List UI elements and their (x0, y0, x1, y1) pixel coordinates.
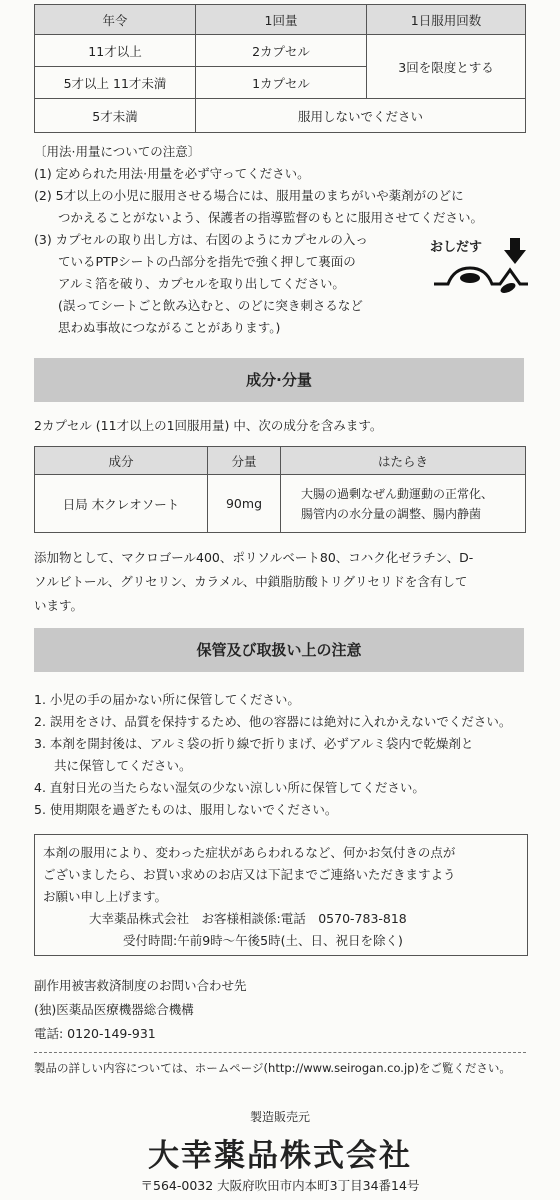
ingredient-action (281, 475, 526, 533)
additives-line: 添加物として、マクロゴール400、ポリソルベート80、コハク化ゼラチン、D- (34, 550, 474, 565)
contact-line: お願い申し上げます。 (43, 889, 168, 904)
ptp-figure-label: おしだす (430, 240, 483, 255)
header-dose: 1回量 (196, 5, 367, 35)
manufacturer-address: 〒564-0032 大阪府吹田市内本町3丁目34番14号 (140, 1178, 420, 1193)
storage-line: 2. 誤用をさけ、品質を保持するため、他の容器には絶対に入れかえないでください。 (34, 714, 512, 729)
header-action: はたらき (281, 447, 526, 475)
header-amount: 分量 (208, 447, 281, 475)
contact-line: ございましたら、お買い求めのお店又は下記までご連絡いただきますよう (43, 867, 456, 882)
usage-note-line: 思わぬ事故につながることがあります。) (58, 320, 281, 335)
usage-note-line: ているPTPシートの凸部分を指先で強く押して裏面の (58, 254, 356, 269)
age-cell: 11才以上 (35, 35, 196, 67)
storage-line: 共に保管してください。 (54, 758, 192, 773)
contact-box (34, 834, 528, 956)
relief-line: (独)医薬品医療機器総合機構 (34, 1002, 194, 1017)
usage-note-line: (3) カプセルの取り出し方は、右図のようにカプセルの入っ (34, 232, 368, 247)
dose-cell: 1カプセル (196, 67, 367, 99)
contact-line: 本剤の服用により、変わった症状があらわれるなど、何かお気付きの点が (43, 845, 456, 860)
down-arrow-icon (504, 238, 526, 264)
daily-limit-cell: 3回を限度とする (367, 35, 526, 99)
under5-note: 服用しないでください (196, 99, 526, 133)
usage-note-line: (1) 定められた用法·用量を必ず守ってください。 (34, 166, 310, 181)
usage-notes-heading: 〔用法·用量についての注意〕 (34, 144, 201, 159)
storage-banner: 保管及び取扱い上の注意 (34, 628, 524, 672)
storage-line: 5. 使用期限を過ぎたものは、服用しないでください。 (34, 802, 338, 817)
manufacturer-label: 製造販売元 (249, 1110, 310, 1124)
company-contact-line: 大幸薬品株式会社 お客様相談係:電話 0570-783-818 (89, 911, 407, 926)
dosage-table (34, 4, 526, 133)
storage-line: 1. 小児の手の届かない所に保管してください。 (34, 692, 300, 707)
age-cell: 5才以上 11才未満 (35, 67, 196, 99)
usage-note-line: (2) 5才以上の小児に服用させる場合には、服用量のまちがいや薬剤がのどに (34, 188, 464, 203)
ptp-push-figure (430, 236, 530, 296)
dose-cell: 2カプセル (196, 35, 367, 67)
website-line: 製品の詳しい内容については、ホームページ(http://www.seirogan.co.jp)をご覧ください。 (34, 1061, 511, 1075)
storage-line: 4. 直射日光の当たらない湿気の少ない涼しい所に保管してください。 (34, 780, 425, 795)
header-ingredient: 成分 (35, 447, 208, 475)
ingredient-name: 日局 木クレオソート (35, 475, 208, 533)
manufacturer-name: 大幸薬品株式会社 (148, 1138, 412, 1174)
ingredients-intro: 2カプセル (11才以上の1回服用量) 中、次の成分を含みます。 (34, 418, 383, 433)
action-line: 腸管内の水分量の調整、腸内静菌 (301, 506, 482, 521)
relief-line: 副作用被害救済制度のお問い合わせ先 (34, 978, 247, 993)
additives-line: ソルビトール、グリセリン、カラメル、中鎖脂肪酸トリグリセリドを含有して (34, 574, 468, 589)
additives-line: います。 (34, 598, 84, 613)
ptp-sheet-icon (434, 268, 528, 295)
ingredients-table (34, 446, 526, 533)
reception-hours: 受付時間:午前9時〜午後5時(土、日、祝日を除く) (123, 933, 403, 948)
usage-note-line: アルミ箔を破り、カプセルを取り出してください。 (58, 276, 345, 291)
action-line: 大腸の過剰なぜん動運動の正常化、 (301, 486, 494, 501)
ingredient-amount: 90mg (208, 475, 281, 533)
storage-line: 3. 本剤を開封後は、アルミ袋の折り線で折りまげ、必ずアルミ袋内で乾燥剤と (34, 736, 474, 751)
ingredients-banner: 成分·分量 (34, 358, 524, 402)
header-age: 年令 (35, 5, 196, 35)
usage-note-line: つかえることがないよう、保護者の指導監督のもとに服用させてください。 (58, 210, 484, 225)
separator (34, 1052, 526, 1053)
age-cell: 5才未満 (35, 99, 196, 133)
relief-line: 電話: 0120-149-931 (34, 1026, 156, 1041)
usage-note-line: (誤ってシートごと飲み込むと、のどに突き刺さるなど (58, 298, 363, 313)
header-daily: 1日服用回数 (367, 5, 526, 35)
